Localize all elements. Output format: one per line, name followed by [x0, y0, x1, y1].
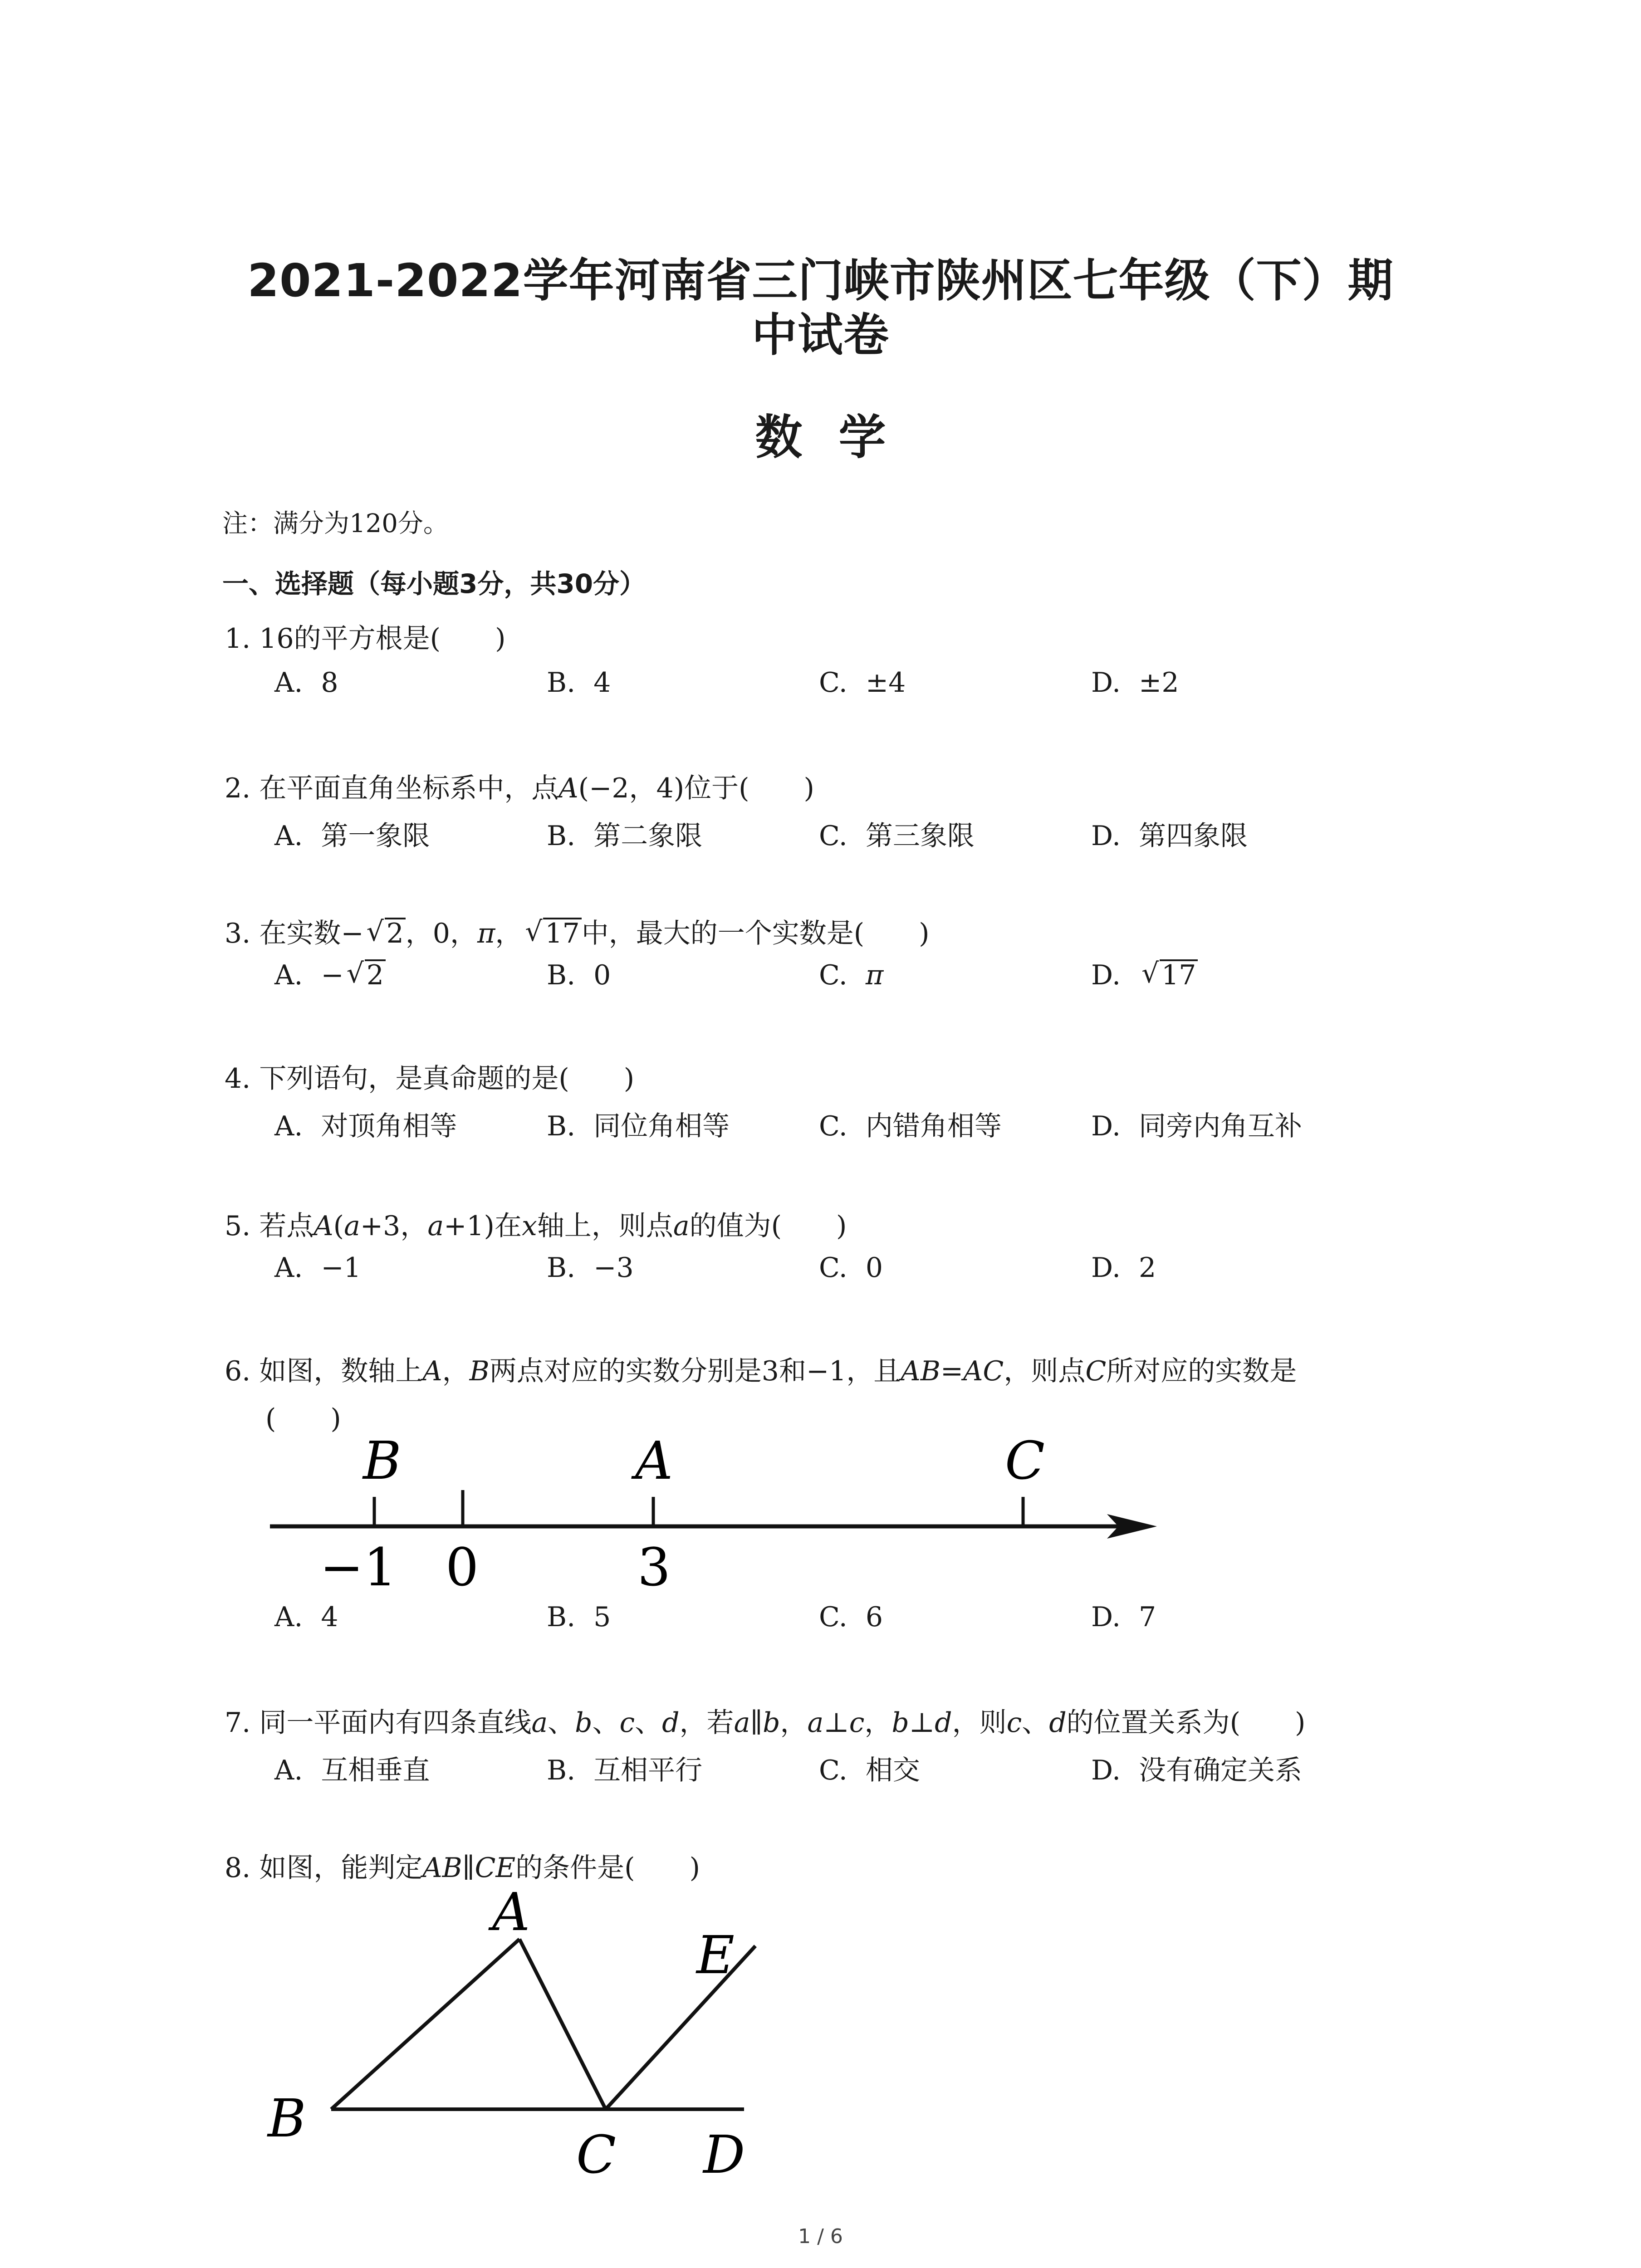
question-6-stem: 6. 如图，数轴上A，B两点对应的实数分别是3和−1，且AB=AC，则点C所对应的实数是	[225, 1355, 1297, 1387]
tick-label-0: 0	[446, 1537, 479, 1598]
point-label-c: C	[576, 2125, 616, 2185]
question-6-option-b[interactable]: B. 5	[547, 1601, 611, 1633]
question-3-stem: 3. 在实数−√ 2，0，π，√ 17中，最大的一个实数是( )	[225, 912, 930, 951]
point-label-b: B	[363, 1431, 402, 1491]
question-5-option-b[interactable]: B. −3	[547, 1252, 634, 1284]
question-6-option-a[interactable]: A. 4	[274, 1601, 338, 1633]
question-1-option-a[interactable]: A. 8	[274, 667, 338, 699]
question-6-option-c[interactable]: C. 6	[819, 1601, 883, 1633]
question-6-option-d[interactable]: D. 7	[1091, 1601, 1156, 1633]
tick-label-neg1: −1	[320, 1537, 397, 1598]
page-number: 1 / 6	[798, 2225, 843, 2248]
question-2-option-b[interactable]: B. 第二象限	[547, 820, 703, 852]
segment-ac	[519, 1939, 606, 2109]
question-7-stem: 7. 同一平面内有四条直线a、b、c、d，若a∥b，a⊥c，b⊥d，则c、d的位置关系为( )	[225, 1707, 1306, 1739]
question-7-option-d[interactable]: D. 没有确定关系	[1091, 1755, 1303, 1786]
tick-label-3: 3	[637, 1537, 671, 1598]
question-8-stem: 8. 如图，能判定AB∥CE的条件是( )	[225, 1852, 700, 1884]
point-label-a: A	[492, 1882, 530, 1943]
point-label-b: B	[268, 2088, 306, 2149]
point-label-d: D	[703, 2125, 745, 2185]
score-note: 注：满分为120分。	[222, 509, 449, 538]
question-4-option-b[interactable]: B. 同位角相等	[547, 1110, 730, 1142]
question-7-option-b[interactable]: B. 互相平行	[547, 1755, 703, 1786]
question-3-option-b[interactable]: B. 0	[547, 959, 611, 991]
question-6-stem-line2: ( )	[265, 1403, 341, 1435]
question-2-option-c[interactable]: C. 第三象限	[819, 820, 975, 852]
question-5-option-c[interactable]: C. 0	[819, 1252, 883, 1284]
question-7-option-a[interactable]: A. 互相垂直	[274, 1755, 430, 1786]
triangle-figure	[254, 1882, 798, 2200]
question-5-stem: 5. 若点A(a+3，a+1)在x轴上，则点a的值为( )	[225, 1210, 847, 1242]
question-2-option-a[interactable]: A. 第一象限	[274, 820, 430, 852]
question-4-option-a[interactable]: A. 对顶角相等	[274, 1110, 457, 1142]
question-7-option-c[interactable]: C. 相交	[819, 1755, 920, 1786]
question-4-option-d[interactable]: D. 同旁内角互补	[1091, 1110, 1303, 1142]
subject-heading: 数学	[755, 410, 922, 465]
question-5-option-a[interactable]: A. −1	[274, 1252, 361, 1284]
question-4-stem: 4. 下列语句，是真命题的是( )	[225, 1063, 635, 1095]
point-label-c: C	[1005, 1431, 1045, 1491]
question-5-option-d[interactable]: D. 2	[1091, 1252, 1156, 1284]
question-1-option-d[interactable]: D. ±2	[1091, 667, 1179, 699]
segment-ab	[331, 1939, 519, 2109]
question-2-option-d[interactable]: D. 第四象限	[1091, 820, 1248, 852]
question-3-option-a[interactable]: A. −√ 2	[274, 959, 386, 991]
page-title-line1: 2021-2022学年河南省三门峡市陕州区七年级（下）期	[247, 254, 1394, 307]
question-1-stem: 1. 16的平方根是( )	[225, 623, 506, 655]
number-line-figure	[254, 1429, 1207, 1619]
point-label-e: E	[696, 1925, 735, 1986]
question-1-option-b[interactable]: B. 4	[547, 667, 611, 699]
section-heading: 一、选择题（每小题3分，共30分）	[222, 568, 646, 599]
question-3-option-d[interactable]: D.√ 17	[1091, 959, 1198, 991]
question-1-option-c[interactable]: C. ±4	[819, 667, 906, 699]
page-title-line2: 中试卷	[752, 308, 889, 362]
point-label-a: A	[635, 1431, 673, 1491]
question-4-option-c[interactable]: C. 内错角相等	[819, 1110, 1002, 1142]
question-2-stem: 2. 在平面直角坐标系中，点A(−2，4)位于( )	[225, 772, 814, 804]
question-3-option-c[interactable]: C. π	[819, 959, 884, 991]
